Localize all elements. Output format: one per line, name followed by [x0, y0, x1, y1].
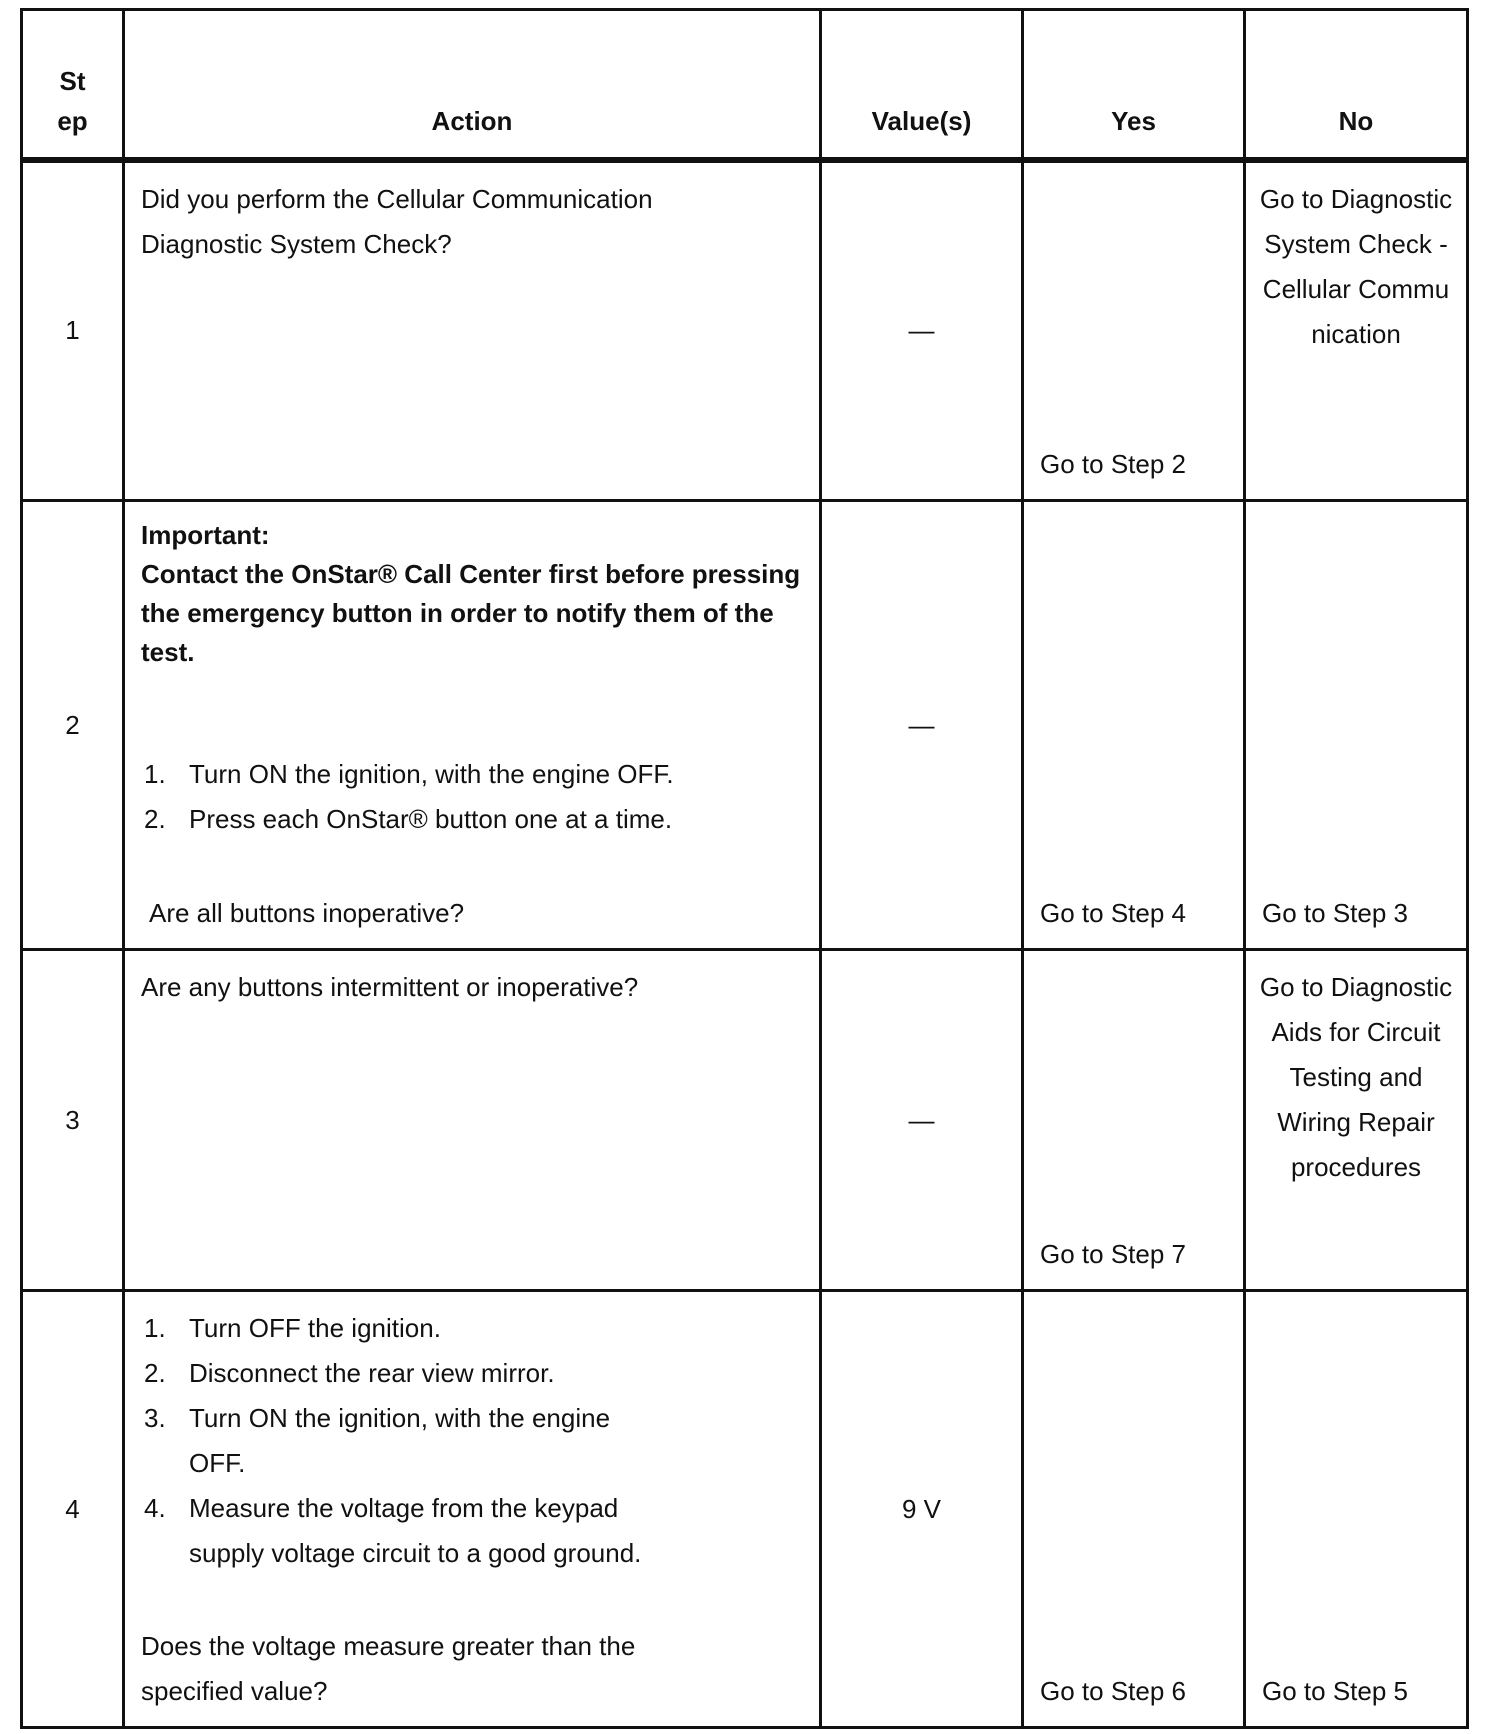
step-number: 4 — [65, 1493, 80, 1524]
value-cell: — — [908, 709, 935, 740]
no-result: Go to Diagnostic System Check - Cellular Communication — [1259, 183, 1453, 349]
no-result: Go to Step 5 — [1262, 1676, 1408, 1706]
action-text: Are any buttons intermittent or inoperative? — [141, 972, 639, 1002]
no-result: Go to Step 3 — [1262, 898, 1408, 928]
yes-result: Go to Step 7 — [1040, 1239, 1186, 1269]
list-item: 3. Turn ON the ignition, with the engine OFF. — [144, 1403, 611, 1478]
header-no: No — [1245, 10, 1468, 160]
list-item: 1. Turn OFF the ignition. — [144, 1313, 441, 1343]
step-number: 1 — [65, 315, 80, 346]
header-row — [22, 10, 1468, 160]
table-row — [22, 160, 1468, 501]
header-action: Action — [124, 10, 821, 160]
important-label: Important: — [141, 520, 270, 550]
yes-result: Go to Step 4 — [1040, 898, 1186, 928]
diagnostic-table — [20, 8, 1469, 1729]
action-question: Does the voltage measure greater than the specified value? — [141, 1631, 636, 1706]
value-cell: — — [908, 1104, 935, 1135]
action-question: Are all buttons inoperative? — [149, 898, 465, 928]
important-text: Contact the OnStar® Call Center first before pressing the emergency button in order to notify them of the test. — [141, 559, 801, 667]
step-number: 3 — [65, 1104, 80, 1135]
header-step: St ep — [22, 10, 124, 160]
action-content — [125, 502, 819, 948]
table-row — [22, 501, 1468, 950]
procedure-list — [141, 1306, 669, 1576]
yes-result: Go to Step 2 — [1040, 449, 1186, 479]
action-content — [125, 1292, 819, 1726]
action-text: Did you perform the Cellular Communication Diagnostic System Check? — [141, 183, 653, 259]
list-item: 1. Turn ON the ignition, with the engine OFF. — [144, 759, 674, 789]
yes-result: Go to Step 6 — [1040, 1676, 1186, 1706]
no-result: Go to Diagnostic Aids for Circuit Testing and Wiring Repair procedures — [1259, 972, 1453, 1182]
list-item: 2. Disconnect the rear view mirror. — [144, 1358, 555, 1388]
header-yes: Yes — [1023, 10, 1245, 160]
header-values: Value(s) — [821, 10, 1023, 160]
procedure-list — [141, 752, 803, 842]
value-cell: 9 V — [901, 1493, 942, 1524]
table-row — [22, 1291, 1468, 1728]
value-cell: — — [908, 315, 935, 346]
list-item: 2. Press each OnStar® button one at a time. — [144, 804, 673, 834]
list-item: 4. Measure the voltage from the keypad supply voltage circuit to a good ground. — [144, 1493, 642, 1568]
table-row — [22, 950, 1468, 1291]
step-number: 2 — [65, 709, 80, 740]
